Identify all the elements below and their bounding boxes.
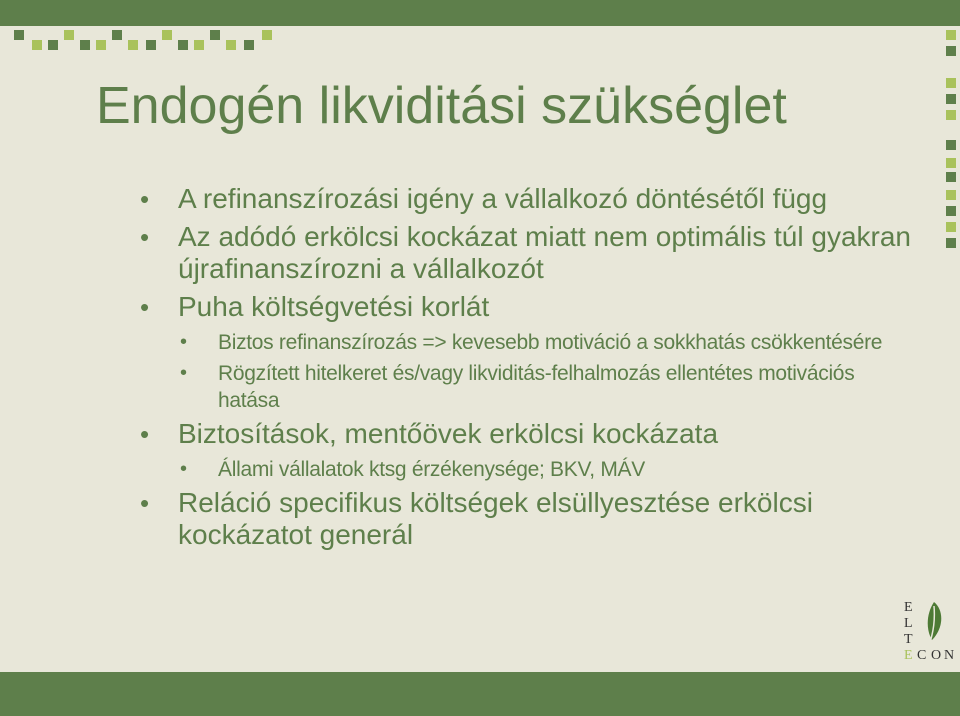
bullet-text: Állami vállalatok ktsg érzékenysége; BKV, MÁV [218, 458, 645, 481]
bullet-dot-icon: • [140, 184, 150, 214]
top-band [0, 0, 960, 26]
sub-bullet-item [140, 329, 920, 356]
bullet-dot-icon: • [180, 331, 187, 353]
bullet-dot-icon: • [180, 458, 187, 480]
bullet-dot-icon: • [140, 222, 150, 252]
elte-econ-logo: E L T E C O N [904, 600, 955, 663]
bottom-band [0, 672, 960, 716]
bullet-text: Rögzített hitelkeret és/vagy likviditás-felhalmozás ellentétes motivációs hatása [218, 362, 855, 412]
bullet-item [140, 418, 920, 450]
bullet-text: Puha költségvetési korlát [178, 291, 490, 322]
slide-title: Endogén likviditási szükséglet [96, 77, 787, 135]
bottom-gap [0, 663, 960, 672]
bullet-dot-icon: • [140, 419, 150, 449]
sub-bullet-item [140, 360, 920, 414]
bullet-dot-icon: • [140, 292, 150, 322]
bullet-text: Az adódó erkölcsi kockázat miatt nem optimális túl gyakran újrafinanszírozni a vállalkozót [178, 221, 911, 284]
bullet-text: Biztos refinanszírozás => kevesebb motiváció a sokkhatás csökkentésére [218, 331, 883, 354]
bullet-text: Biztosítások, mentőövek erkölcsi kockázata [178, 418, 719, 449]
bullet-text: Reláció specifikus költségek elsüllyesztése erkölcsi kockázatot generál [178, 487, 813, 550]
bullet-dot-icon: • [140, 488, 150, 518]
bullet-dot-icon: • [180, 362, 187, 384]
bullet-text: A refinanszírozási igény a vállalkozó döntésétől függ [178, 183, 828, 214]
bullet-item [140, 183, 920, 215]
sub-bullet-item [140, 456, 920, 483]
bullet-item [140, 487, 920, 551]
bullet-item [140, 291, 920, 323]
bullet-item [140, 221, 920, 285]
leaf-icon [922, 600, 946, 646]
bullet-list [140, 183, 920, 557]
